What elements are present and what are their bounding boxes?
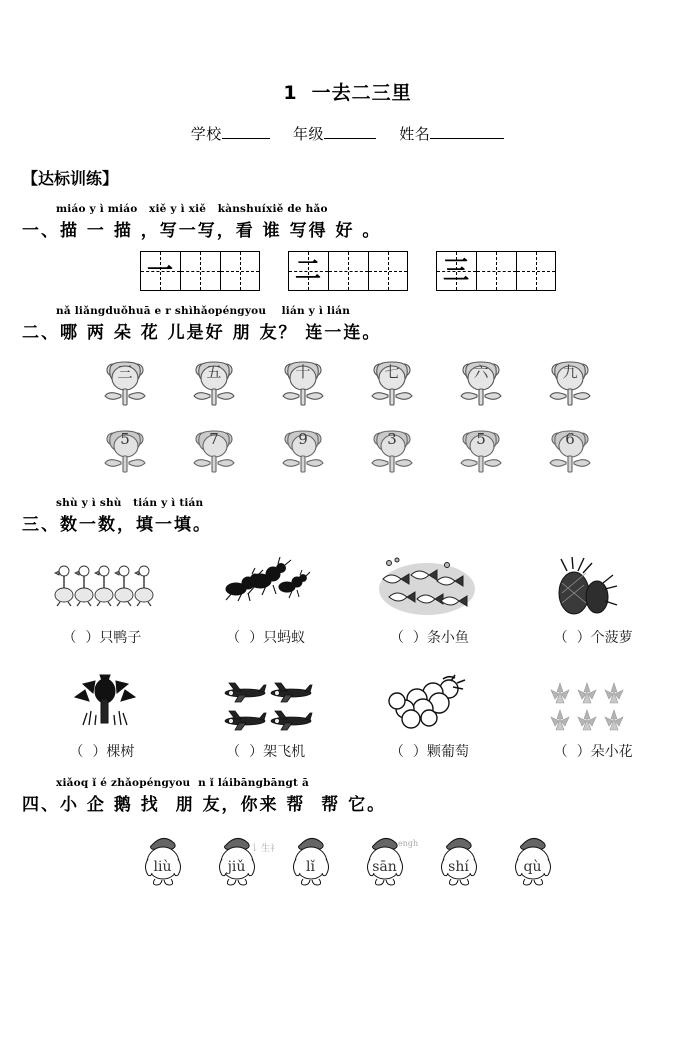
smallflower-icon <box>601 680 627 706</box>
penguin-item[interactable] <box>286 829 336 891</box>
flower-item[interactable] <box>364 423 420 479</box>
flower-item[interactable] <box>275 355 331 411</box>
exercise-4 <box>22 777 695 815</box>
answer-blank[interactable]: （ ）颗葡萄 <box>389 744 469 760</box>
scan-artifact: 讠生礻 <box>252 844 280 854</box>
picture-cell <box>43 549 173 619</box>
exercise-2-pinyin: nǎ liǎngduǒhuā e r shìhǎopéngyou lián y ì lián <box>56 305 351 317</box>
writing-cell[interactable] <box>476 251 516 291</box>
school-blank[interactable] <box>222 138 270 139</box>
airplane-icon <box>269 707 313 733</box>
scan-artifact: engh <box>398 839 419 848</box>
flower-item[interactable] <box>275 423 331 479</box>
exercise-1 <box>22 203 695 241</box>
picture-cell <box>522 663 652 733</box>
flower-label: 六 <box>473 363 489 381</box>
flower-label: 3 <box>387 430 397 448</box>
writing-cell[interactable] <box>328 251 368 291</box>
picture-cell <box>43 663 173 733</box>
flower-item[interactable] <box>542 355 598 411</box>
smallflower-icon <box>547 680 573 706</box>
flower-item[interactable] <box>364 355 420 411</box>
name-field <box>399 123 504 144</box>
writing-model-char: 二 <box>294 256 321 286</box>
penguin-row <box>0 829 695 891</box>
counting-answer-row-2 <box>0 741 695 761</box>
smallflower-group <box>547 680 627 733</box>
counting-answer-row-1 <box>0 627 695 647</box>
student-info-row <box>0 123 695 144</box>
name-label: 姓名 <box>399 125 431 143</box>
writing-cell[interactable] <box>180 251 220 291</box>
grapes-icon <box>377 673 477 733</box>
answer-blank[interactable]: （ ）棵树 <box>69 744 135 760</box>
exercise-4-pinyin: xiǎoq ǐ é zhǎopéngyou n ǐ láibāngbāngt ā <box>56 777 309 789</box>
answer-blank[interactable]: （ ）只鸭子 <box>62 630 142 646</box>
flower-item[interactable] <box>453 423 509 479</box>
name-blank[interactable] <box>430 138 504 139</box>
flower-label: 7 <box>209 430 219 448</box>
tree-icon <box>63 667 153 733</box>
penguin-label: shí <box>448 859 469 875</box>
flower-row-characters <box>0 355 695 411</box>
flower-label: 5 <box>476 430 486 448</box>
writing-grid-row <box>0 251 695 291</box>
flower-label: 五 <box>206 363 222 381</box>
writing-cell[interactable] <box>140 251 180 291</box>
smallflower-icon <box>547 707 573 733</box>
penguin-item[interactable] <box>212 829 262 891</box>
fish-icon <box>375 557 480 619</box>
exercise-2-question: 二、哪 两 朵 花 儿是好 朋 友？ 连一连。 <box>22 323 382 343</box>
pineapple-icon <box>547 557 627 619</box>
airplane-group <box>223 679 313 733</box>
penguin-label: qù <box>523 859 542 875</box>
picture-cell <box>203 663 333 733</box>
penguin-item[interactable] <box>360 829 410 891</box>
writing-cell[interactable] <box>368 251 408 291</box>
flower-item[interactable] <box>186 355 242 411</box>
answer-blank[interactable]: （ ）只蚂蚁 <box>226 630 306 646</box>
writing-grid-group <box>288 251 408 291</box>
picture-cell <box>203 549 333 619</box>
grade-field <box>293 123 376 144</box>
answer-blank[interactable]: （ ）朵小花 <box>553 744 633 760</box>
title-number: 1 <box>283 82 298 104</box>
page-title <box>0 78 695 105</box>
flower-label: 6 <box>565 430 575 448</box>
penguin-item[interactable] <box>508 829 558 891</box>
smallflower-icon <box>574 707 600 733</box>
flower-item[interactable] <box>453 355 509 411</box>
answer-blank[interactable]: （ ）架飞机 <box>226 744 306 760</box>
writing-grid-group <box>140 251 260 291</box>
exercise-4-question: 四、小 企 鹅 找 朋 友，你来 帮 帮 它。 <box>22 795 387 815</box>
grade-blank[interactable] <box>324 138 376 139</box>
writing-cell[interactable] <box>516 251 556 291</box>
school-field <box>191 123 270 144</box>
flower-label: 三 <box>117 363 133 381</box>
writing-grid-group <box>436 251 556 291</box>
smallflower-icon <box>601 707 627 733</box>
counting-picture-row-1 <box>0 549 695 619</box>
exercise-3-question: 三、数一数，填一填。 <box>22 515 212 535</box>
flower-item[interactable] <box>542 423 598 479</box>
flower-row-numbers <box>0 423 695 479</box>
picture-cell <box>362 663 492 733</box>
exercise-1-question: 一、描 一 描 ，写一写，看 谁 写得 好 。 <box>22 221 382 241</box>
penguin-label: lǐ <box>306 859 315 875</box>
airplane-icon <box>223 679 267 705</box>
penguin-item[interactable] <box>434 829 484 891</box>
school-label: 学校 <box>190 125 222 143</box>
airplane-icon <box>269 679 313 705</box>
worksheet-page <box>0 78 695 1060</box>
penguin-item[interactable] <box>138 829 188 891</box>
grade-label: 年级 <box>292 125 324 143</box>
penguin-label: liù <box>153 859 172 875</box>
writing-model-char: 一 <box>146 256 173 286</box>
answer-blank[interactable]: （ ）个菠萝 <box>553 630 633 646</box>
flower-label: 9 <box>298 430 308 448</box>
flower-label: 九 <box>562 363 578 381</box>
writing-cell[interactable] <box>436 251 476 291</box>
flower-item[interactable] <box>186 423 242 479</box>
exercise-2 <box>22 305 695 343</box>
exercise-3 <box>22 497 695 535</box>
ducks-icon <box>53 557 163 619</box>
picture-cell <box>522 549 652 619</box>
section-heading: 【达标训练】 <box>22 169 119 188</box>
picture-cell <box>362 549 492 619</box>
airplane-icon <box>223 707 267 733</box>
exercise-1-pinyin: miáo y ì miáo xiě y ì xiě kànshuíxiě de hǎo <box>56 203 328 215</box>
flower-label: 七 <box>384 363 400 381</box>
ants-icon <box>218 557 318 619</box>
counting-picture-row-2 <box>0 663 695 733</box>
writing-model-char: 三 <box>442 256 469 286</box>
smallflower-icon <box>574 680 600 706</box>
flower-label: 5 <box>120 430 130 448</box>
penguin-label: sān <box>372 859 397 875</box>
flower-label: 十 <box>295 363 311 381</box>
penguin-label: jiǔ <box>227 859 246 875</box>
exercise-3-pinyin: shù y ì shù tián y ì tián <box>56 497 204 509</box>
answer-blank[interactable]: （ ）条小鱼 <box>389 630 469 646</box>
writing-cell[interactable] <box>288 251 328 291</box>
flower-item[interactable] <box>97 355 153 411</box>
flower-item[interactable] <box>97 423 153 479</box>
title-text: 一去二三里 <box>311 82 412 104</box>
writing-cell[interactable] <box>220 251 260 291</box>
